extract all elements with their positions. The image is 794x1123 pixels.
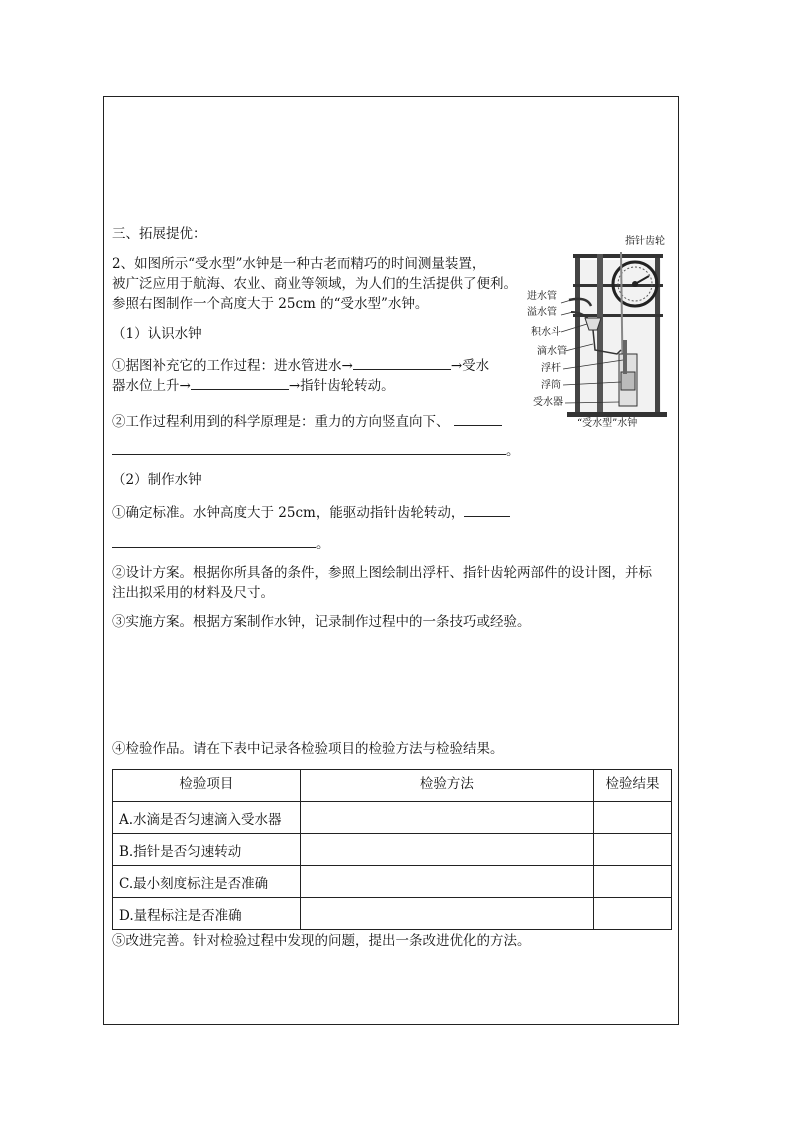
figure-label-float: 浮筒: [541, 380, 561, 391]
row-item: D.量程标注是否准确: [113, 898, 301, 930]
part1-q1-text-b: →受水: [450, 358, 490, 374]
figure-label-drip: 滴水管: [537, 346, 567, 357]
problem-line-1: 2、如图所示“受水型”水钟是一种古老而精巧的时间测量装置，: [112, 256, 486, 272]
method-cell[interactable]: [300, 834, 593, 866]
part1-q1-text-c: 器水位上升→: [112, 378, 191, 394]
part2-heading: （2）制作水钟: [112, 472, 202, 488]
part1-q2-end: 。: [506, 443, 520, 459]
result-cell[interactable]: [594, 834, 672, 866]
water-clock-figure: [527, 232, 667, 432]
header-result: 检验结果: [594, 770, 672, 802]
part1-heading: （1）认识水钟: [112, 326, 202, 342]
method-cell[interactable]: [300, 866, 593, 898]
problem-line-2: 被广泛应用于航海、农业、商业等领域，为人们的生活提供了便利。: [112, 276, 517, 292]
figure-label-bucket: 积水斗: [531, 327, 561, 338]
inspection-table: [112, 769, 672, 930]
part2-q2-line1: ②设计方案。根据你所具备的条件，参照上图绘制出浮杆、指针齿轮两部件的设计图，并标: [112, 565, 652, 581]
answer-blank-3[interactable]: [454, 411, 502, 426]
figure-caption: “受水型”水钟: [577, 418, 638, 429]
result-cell[interactable]: [594, 898, 672, 930]
part2-q2-line2: 注出拟采用的材料及尺寸。: [112, 585, 274, 601]
method-cell[interactable]: [300, 898, 593, 930]
table-row: [113, 866, 672, 898]
answer-blank-6[interactable]: [112, 533, 316, 548]
table-row: [113, 802, 672, 834]
part2-q1-line2: [112, 533, 330, 554]
problem-line-3: 参照右图制作一个高度大于 25cm 的“受水型”水钟。: [112, 296, 429, 312]
part2-q3: ③实施方案。根据方案制作水钟，记录制作过程中的一条技巧或经验。: [112, 614, 531, 630]
part1-q1-text-d: →指针齿轮转动。: [288, 378, 395, 394]
answer-blank-5[interactable]: [464, 502, 510, 517]
row-item: A.水滴是否匀速滴入受水器: [113, 802, 301, 834]
part1-q2-text: ②工作过程利用到的科学原理是：重力的方向竖直向下、: [112, 414, 450, 430]
result-cell[interactable]: [594, 866, 672, 898]
answer-blank-2[interactable]: [191, 375, 289, 390]
answer-blank-1[interactable]: [353, 355, 451, 370]
part2-q1-end: 。: [316, 536, 330, 552]
part1-q2-line1: [112, 411, 502, 432]
row-item: C.最小刻度标注是否准确: [113, 866, 301, 898]
figure-label-inlet: 进水管: [527, 291, 557, 302]
part2-q5: ⑤改进完善。针对检验过程中发现的问题，提出一条改进优化的方法。: [112, 933, 531, 949]
figure-label-receiver: 受水器: [533, 397, 563, 408]
table-header-row: [113, 770, 672, 802]
part1-q1-text-a: ①据图补充它的工作过程：进水管进水→: [112, 358, 353, 374]
header-item: 检验项目: [113, 770, 301, 802]
table-row: [113, 834, 672, 866]
row-item: B.指针是否匀速转动: [113, 834, 301, 866]
result-cell[interactable]: [594, 802, 672, 834]
method-cell[interactable]: [300, 802, 593, 834]
figure-label-gear: 指针齿轮: [625, 236, 665, 247]
part1-q2-line2: [112, 440, 520, 461]
header-method: 检验方法: [300, 770, 593, 802]
answer-blank-4[interactable]: [112, 440, 506, 455]
table-row: [113, 898, 672, 930]
figure-label-rod: 浮杆: [541, 363, 561, 374]
section-title: 三、拓展提优：: [112, 226, 207, 242]
part2-q1-line1: [112, 502, 510, 523]
part2-q1-text: ①确定标准。水钟高度大于 25cm，能驱动指针齿轮转动，: [112, 505, 465, 521]
part2-q4: ④检验作品。请在下表中记录各检验项目的检验方法与检验结果。: [112, 741, 504, 757]
figure-label-overflow: 溢水管: [527, 307, 557, 318]
part1-q1-line2: [112, 375, 395, 396]
part1-q1-line1: [112, 355, 489, 376]
